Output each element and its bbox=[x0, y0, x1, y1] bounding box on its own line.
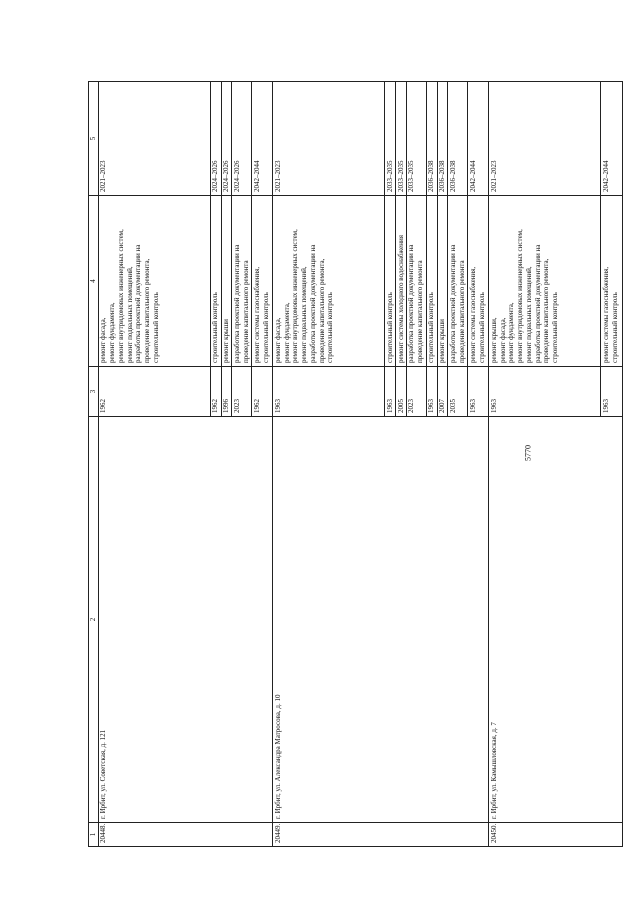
year-cell: 2005 bbox=[396, 367, 407, 417]
works-cell bbox=[448, 196, 468, 367]
table-row bbox=[489, 82, 601, 847]
works-cell bbox=[385, 196, 396, 367]
year-cell: 1996 bbox=[221, 367, 232, 417]
page-number: 5770 bbox=[523, 445, 533, 461]
period-cell: 2042–2044 bbox=[601, 82, 623, 196]
work-line: проведение капитального ремонта bbox=[241, 260, 250, 363]
work-line: ремонт системы газоснабжения, bbox=[468, 266, 477, 363]
period-cell: 2024–2026 bbox=[232, 82, 252, 196]
works-cell bbox=[210, 196, 221, 367]
work-line: строительный контроль bbox=[151, 292, 160, 363]
work-line: ремонт внутридомовых инженерных систем, bbox=[116, 229, 125, 363]
works-cell bbox=[396, 196, 407, 367]
work-line: проведение капитального ремонта, bbox=[143, 258, 151, 363]
building-address: г. Ирбит, ул. Советская, д. 121 bbox=[98, 417, 273, 823]
work-line: разработка проектной документации на bbox=[533, 244, 542, 363]
work-line: разработка проектной документации на bbox=[134, 244, 143, 363]
works-cell bbox=[273, 196, 385, 367]
work-line: ремонт крыши bbox=[222, 319, 230, 363]
period-cell: 2033–2035 bbox=[406, 82, 426, 196]
column-number: 5 bbox=[89, 82, 99, 196]
work-line: ремонт фасада, bbox=[498, 317, 507, 363]
work-line: строительный контроль bbox=[427, 292, 436, 363]
work-line: ремонт фундамента, bbox=[507, 302, 516, 363]
work-line: ремонт фасада, bbox=[99, 317, 108, 363]
work-line: строительный контроль bbox=[385, 292, 394, 363]
work-line: ремонт системы газоснабжения, bbox=[252, 266, 261, 363]
row-number: 20448. bbox=[98, 823, 273, 847]
works-cell bbox=[252, 196, 273, 367]
year-cell: 1963 bbox=[273, 367, 385, 417]
works-cell bbox=[221, 196, 232, 367]
work-line: ремонт системы холодного водоснабжения bbox=[396, 235, 405, 363]
row-number: 20449. bbox=[273, 823, 489, 847]
year-cell: 1963 bbox=[601, 367, 623, 417]
work-line: строительный контроль bbox=[551, 292, 559, 363]
year-cell: 1963 bbox=[385, 367, 396, 417]
year-cell: 1963 bbox=[489, 367, 601, 417]
work-line: проведение капитального ремонта bbox=[457, 260, 466, 363]
year-cell: 1963 bbox=[426, 367, 437, 417]
column-number: 3 bbox=[89, 367, 99, 417]
table-row bbox=[98, 82, 210, 847]
period-cell: 2036–2038 bbox=[437, 82, 448, 196]
work-line: ремонт внутридомовых инженерных систем, bbox=[516, 229, 524, 363]
works-cell bbox=[601, 196, 623, 367]
work-line: разработка проектной документации на bbox=[448, 244, 457, 363]
period-cell: 2024–2026 bbox=[210, 82, 221, 196]
period-cell: 2042–2044 bbox=[468, 82, 489, 196]
work-line: проведение капитального ремонта, bbox=[542, 258, 551, 363]
works-cell bbox=[98, 196, 210, 367]
work-line: ремонт крыши bbox=[438, 319, 446, 363]
works-cell bbox=[426, 196, 437, 367]
works-cell bbox=[489, 196, 601, 367]
period-cell: 2042–2044 bbox=[252, 82, 273, 196]
column-number: 4 bbox=[89, 196, 99, 367]
period-cell: 2021–2023 bbox=[98, 82, 210, 196]
period-cell: 2021–2023 bbox=[273, 82, 385, 196]
work-line: ремонт внутридомовых инженерных систем, bbox=[291, 229, 300, 363]
works-cell bbox=[468, 196, 489, 367]
year-cell: 2007 bbox=[437, 367, 448, 417]
work-line: строительный контроль bbox=[326, 292, 335, 363]
table-row bbox=[273, 82, 385, 847]
period-cell: 2036–2038 bbox=[426, 82, 437, 196]
period-cell: 2024–2026 bbox=[221, 82, 232, 196]
work-line: проведение капитального ремонта bbox=[416, 260, 424, 363]
work-line: строительный контроль bbox=[477, 292, 486, 363]
work-line: ремонт подвальных помещений, bbox=[524, 266, 533, 363]
column-number-row bbox=[89, 82, 99, 847]
work-line: разработка проектной документации на bbox=[232, 244, 241, 363]
work-line: ремонт фасада, bbox=[273, 317, 282, 363]
work-line: ремонт крыши, bbox=[489, 317, 498, 363]
work-line: проведение капитального ремонта, bbox=[317, 258, 326, 363]
year-cell: 2035 bbox=[448, 367, 468, 417]
works-cell bbox=[437, 196, 448, 367]
capital-repair-registry-table bbox=[88, 81, 623, 847]
period-cell: 2033–2035 bbox=[396, 82, 407, 196]
works-cell bbox=[406, 196, 426, 367]
work-line: ремонт фундамента, bbox=[108, 302, 116, 363]
work-line: ремонт подвальных помещений, bbox=[125, 266, 134, 363]
year-cell: 1962 bbox=[98, 367, 210, 417]
year-cell: 1962 bbox=[210, 367, 221, 417]
work-line: ремонт системы газоснабжения, bbox=[601, 266, 610, 363]
works-cell bbox=[232, 196, 252, 367]
row-number: 20450. bbox=[489, 823, 623, 847]
period-cell: 2021–2023 bbox=[489, 82, 601, 196]
period-cell: 2033–2035 bbox=[385, 82, 396, 196]
registry-table-container bbox=[88, 82, 619, 847]
work-line: строительный контроль bbox=[261, 292, 270, 363]
work-line: ремонт фундамента, bbox=[282, 302, 291, 363]
year-cell: 1962 bbox=[252, 367, 273, 417]
building-address: г. Ирбит, ул. Камышловская, д. 7 bbox=[489, 417, 623, 823]
year-cell: 1963 bbox=[468, 367, 489, 417]
column-number: 2 bbox=[89, 417, 99, 823]
column-number: 1 bbox=[89, 823, 99, 847]
period-cell: 2036–2038 bbox=[448, 82, 468, 196]
rotated-page-frame bbox=[88, 82, 619, 847]
building-address: г. Ирбит, ул. Александра Матросова, д. 10 bbox=[273, 417, 489, 823]
work-line: разработка проектной документации на bbox=[308, 244, 317, 363]
year-cell: 2023 bbox=[406, 367, 426, 417]
work-line: строительный контроль bbox=[610, 292, 619, 363]
work-line: строительный контроль bbox=[211, 292, 220, 363]
work-line: разработка проектной документации на bbox=[407, 244, 416, 363]
year-cell: 2023 bbox=[232, 367, 252, 417]
work-line: ремонт подвальных помещений, bbox=[300, 266, 308, 363]
